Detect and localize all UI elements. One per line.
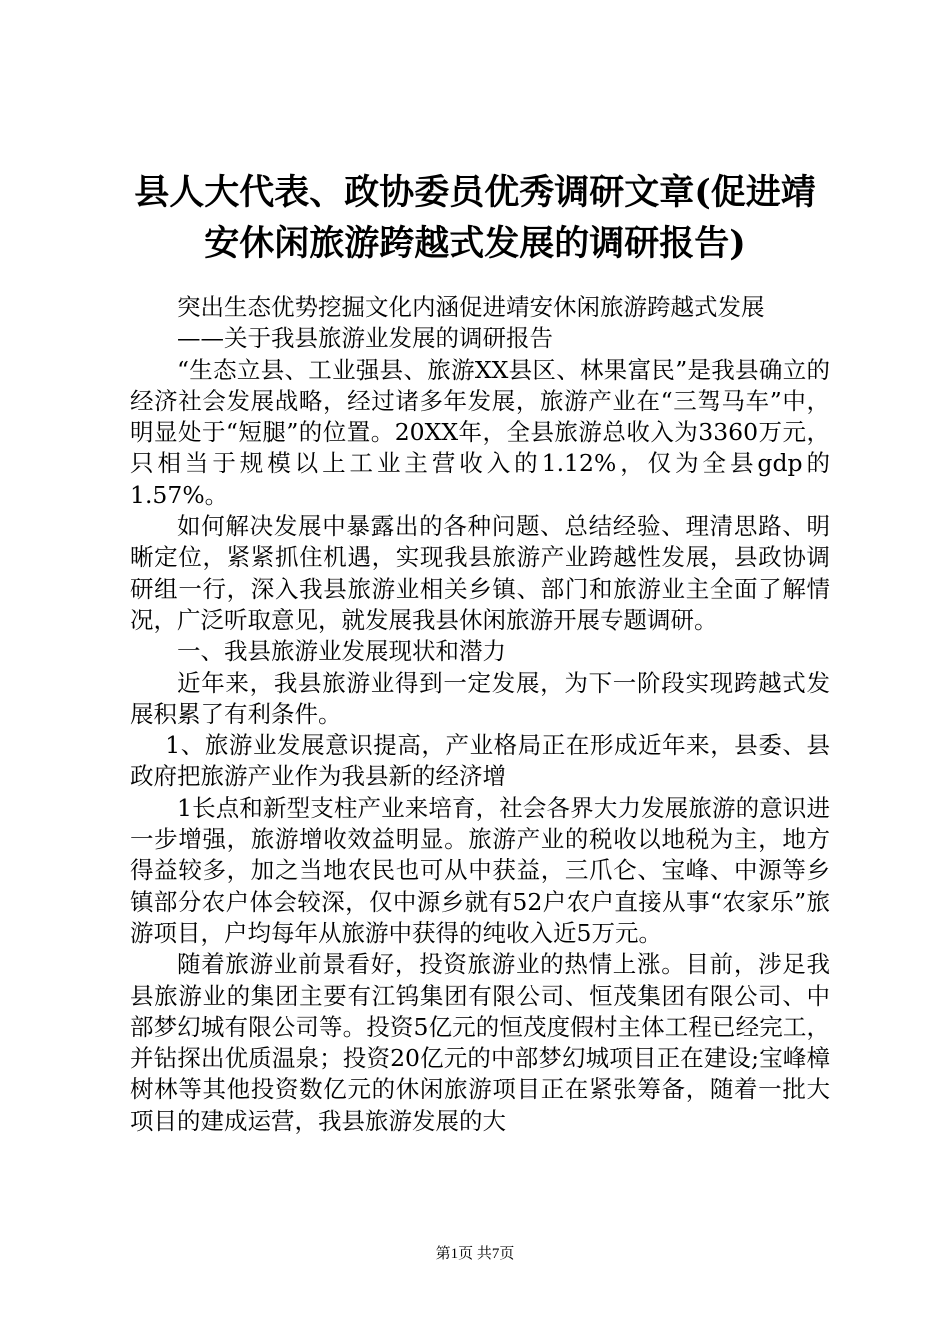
paragraph: 1、旅游业发展意识提高，产业格局正在形成近年来，县委、县政府把旅游产业作为我县新的经济增 — [130, 731, 830, 791]
paragraph: 如何解决发展中暴露出的各种问题、总结经验、理清思路、明晰定位，紧紧抓住机遇，实现我县旅游产业跨越性发展，县政协调研组一行，深入我县旅游业相关乡镇、部门和旅游业主全面了解情况，广泛听取意见，就发展我县休闲旅游开展专题调研。 — [130, 512, 830, 634]
paragraph: 1长点和新型支柱产业来培育，社会各界大力发展旅游的意识进一步增强，旅游增收效益明显。旅游产业的税收以地税为主，地方得益较多，加之当地农民也可从中获益，三爪仑、宝峰、中源等乡镇部分农户体会较深，仅中源乡就有52户农户直接从事“农家乐”旅游项目，户均每年从旅游中获得的纯收入近5万元。 — [130, 793, 830, 947]
report-subtitle: ——关于我县旅游业发展的调研报告 — [177, 324, 553, 353]
document-title-line-1: 县人大代表、政协委员优秀调研文章(促进靖 — [134, 172, 816, 213]
section-heading: 一、我县旅游业发展现状和潜力 — [177, 637, 506, 666]
page-number: 第1页 共7页 — [435, 1246, 515, 1262]
document-body — [130, 292, 830, 1137]
paragraph: 随着旅游业前景看好，投资旅游业的热情上涨。目前，涉足我县旅游业的集团主要有江钨集团有限公司、恒茂集团有限公司、中部梦幻城有限公司等。投资5亿元的恒茂度假村主体工程已经完工，并钻探出优质温泉；投资20亿元的中部梦幻城项目正在建设;宝峰樟树林等其他投资数亿元的休闲旅游项目正在紧张筹备，随着一批大项目的建成运营，我县旅游发展的大 — [130, 950, 830, 1135]
subtitle: 突出生态优势挖掘文化内涵促进靖安休闲旅游跨越式发展 — [177, 293, 765, 321]
paragraph: 近年来，我县旅游业得到一定发展，为下一阶段实现跨越式发展积累了有利条件。 — [130, 668, 830, 728]
document-title-line-2: 安休闲旅游跨越式发展的调研报告) — [204, 223, 746, 264]
paragraph: “生态立县、工业强县、旅游XX县区、林果富民”是我县确立的经济社会发展战略，经过诸多年发展，旅游产业在“三驾马车”中，明显处于“短腿”的位置。20XX年，全县旅游总收入为3360万元，只相当于规模以上工业主营收入的1.12%，仅为全县gdp的1.57%。 — [130, 355, 830, 509]
